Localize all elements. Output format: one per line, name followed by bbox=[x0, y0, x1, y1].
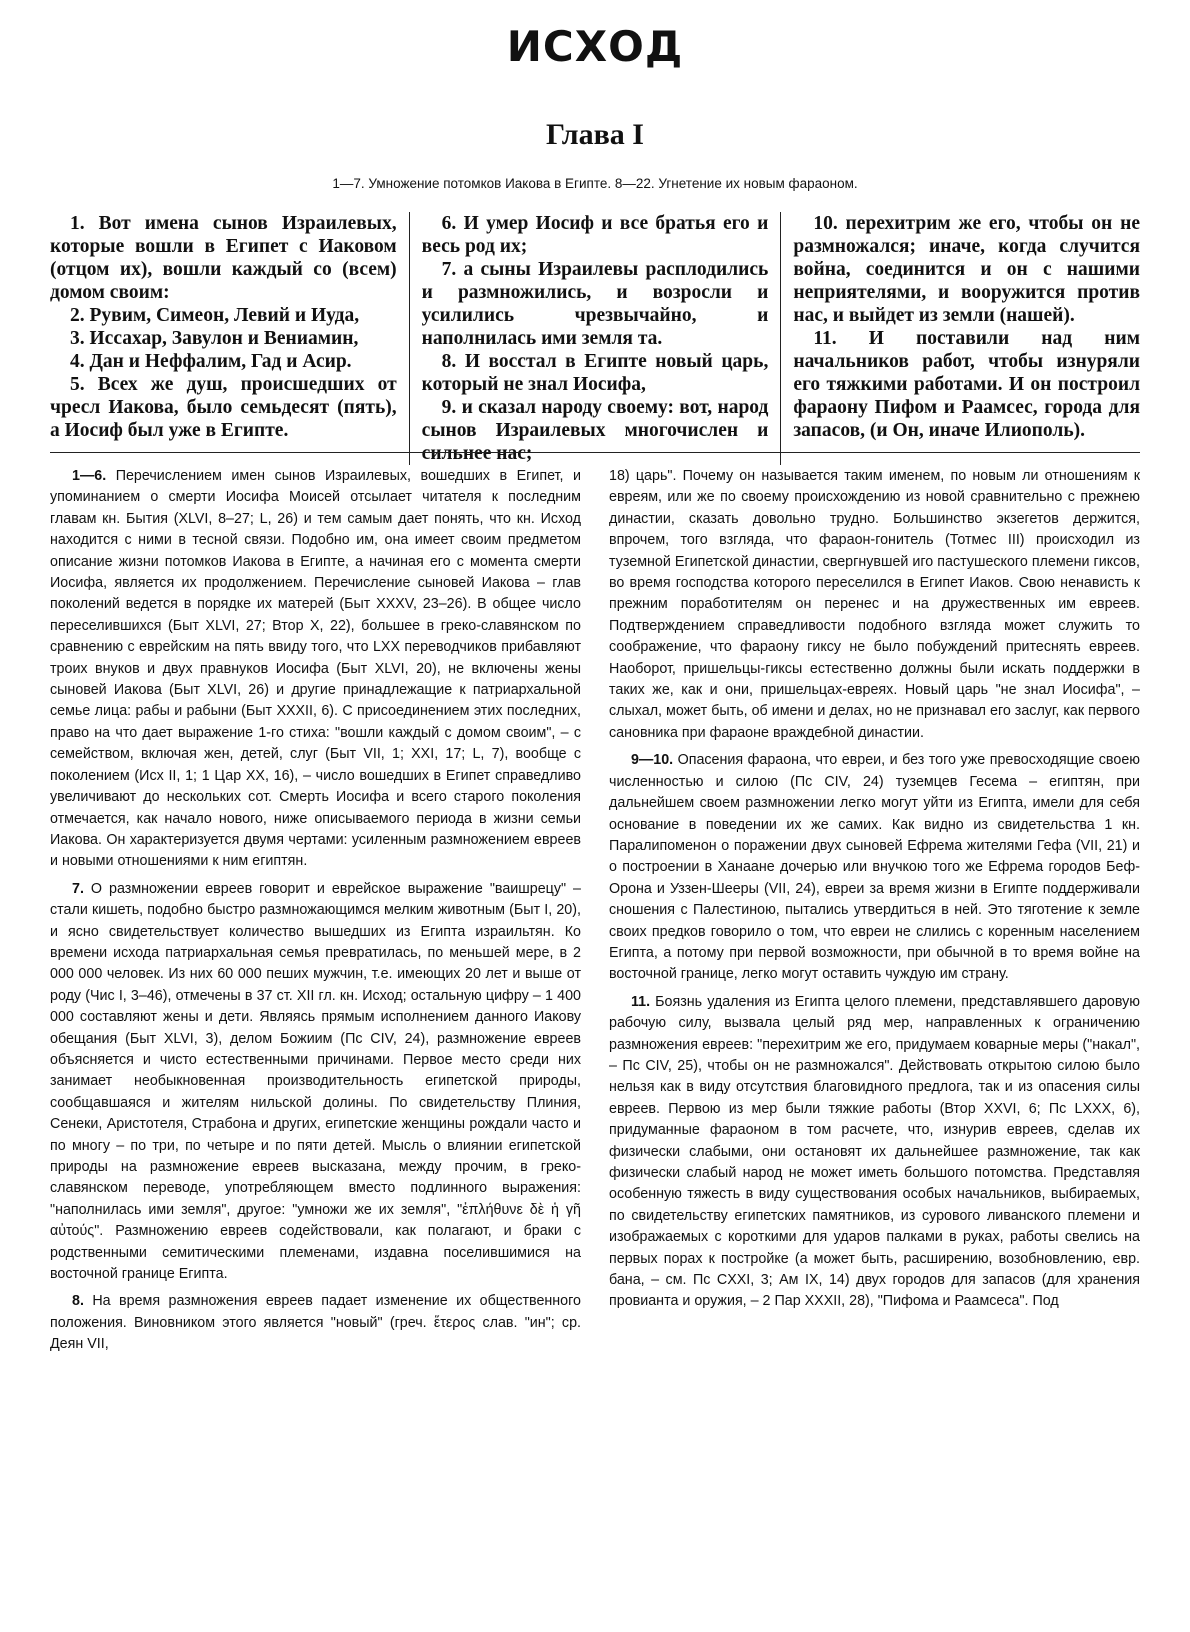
verse-4: 4. Дан и Неффалим, Гад и Асир. bbox=[70, 351, 352, 372]
book-title: ИСХОД bbox=[506, 22, 684, 71]
commentary-paragraph bbox=[609, 750, 1140, 985]
verse-8: 8. И восстал в Египте новый царь, который не знал Иосифа, bbox=[421, 351, 769, 395]
section-divider bbox=[50, 452, 1140, 453]
commentary-ref: 11. bbox=[631, 993, 651, 1010]
commentary-text: Боязнь удаления из Египта целого племени, представлявшего даровую рабочую силу, вызвала целый ряд мер, направленных к ограничению размножения евреев: "перехитрим же его, придумаем коварные меры ("накал", – Пс CIV, 25), чтобы он не размножался". Действовать открытою силою было нельзя как в виду отсутствия благовидного предлога, так и из опасения силы евреев. Первою из мер были тяжкие работы (Втор XXVI, 6; Пс LXXX, 6), придуманные фараоном в том расчете, что, изнурив евреев, сделав их физически слабыми, они остановят их дальнейшее размножение, так как физически слабый народ не может иметь большого потомства. Представляя особенную тяжесть в виду существования особых начальников, выбираемых, по свидетельству египетских памятников, из сурового ливанского племени и изображаемых с короткими для ударов палками в руках, работы свелись на первых порах к постройке (а может быть, расширению, возобновлению, евр. бана, – см. Пс CXXI, 3; Ам IX, 14) двух городов для запасов (для хранения провианта и оружия, – 2 Пар XXXII, 28), "Пифома и Раамсеса". Под bbox=[609, 993, 1140, 1310]
commentary-ref: 7. bbox=[72, 880, 84, 897]
verse-6: 6. И умер Иосиф и все братья его и весь род их; bbox=[421, 213, 769, 257]
verses-section bbox=[50, 212, 1140, 465]
commentary-ref: 8. bbox=[72, 1293, 84, 1310]
commentary-paragraph bbox=[50, 466, 581, 873]
verse-11: 11. И поставили над ним начальников работ, чтобы изнуряли его тяжкими работами. И он построил фараону Пифом и Раамсес, города для запасов, (и Он, иначе Илиополь). bbox=[793, 328, 1141, 441]
chapter-summary: 1—7. Умножение потомков Иакова в Египте. 8—22. Угнетение их новым фараоном. bbox=[332, 176, 858, 191]
chapter-title: Глава I bbox=[546, 118, 644, 151]
verse-7: 7. а сыны Израилевы расплодились и размножились, и возросли и усилились чрезвычайно, и наполнилась ими земля та. bbox=[421, 259, 769, 349]
verses-column-1 bbox=[50, 212, 409, 465]
commentary-section bbox=[50, 466, 1140, 1362]
commentary-column-right bbox=[609, 466, 1140, 1362]
commentary-text: 18) царь". Почему он называется таким именем, по новым ли отношениям к евреям, или же по своему происхождению из новой сравнительно с прежнею династии, сказать довольно трудно. Большинство экзегетов держится, впрочем, того взгляда, что фараон-гонитель (Тотмес III) происходил из туземной Египетской династии, свергнувшей иго пастушеского племени гиксов, во время господства которого переселился в Египет Иаков. Свою ненависть к прежним поработителям он перенес и на дружественных им евреев. Подтверждением справедливости подобного взгляда может служить то соображение, что фараону гиксу не было побуждений притеснять евреев. Наоборот, пришельцы-гиксы естественно должны были искать поддержки в таких же, как и они, пришельцах-евреях. Новый царь "не знал Иосифа", – слыхал, может быть, об имени и делах, но не признавал его заслуг, как первого сановника при фараоне враждебной династии. bbox=[609, 468, 1140, 741]
verse-5: 5. Всех же душ, происшедших от чресл Иакова, было семьдесят (пять), а Иосиф был уже в Египте. bbox=[50, 374, 397, 441]
commentary-ref: 1—6. bbox=[72, 468, 107, 484]
commentary-paragraph bbox=[609, 466, 1140, 744]
verses-column-3 bbox=[780, 212, 1140, 465]
verse-2: 2. Рувим, Симеон, Левий и Иуда, bbox=[70, 305, 360, 326]
commentary-paragraph bbox=[50, 1291, 581, 1355]
commentary-column-left bbox=[50, 466, 581, 1362]
commentary-paragraph bbox=[609, 992, 1140, 1313]
commentary-ref: 9—10. bbox=[631, 752, 674, 769]
verse-3: 3. Иссахар, Завулон и Вениамин, bbox=[70, 328, 359, 349]
verse-9: 9. и сказал народу своему: вот, народ сынов Израилевых многочислен и сильнее нас; bbox=[421, 397, 769, 464]
commentary-text: Перечислением имен сынов Израилевых, вошедших в Египет, и упоминанием о смерти Иосифа Моисей отсылает читателя к последним главам кн. Бытия (XLVI, 8–27; L, 26) и тем самым дает понять, что кн. Исход находится с ними в тесной связи. Подобно им, она имеет своим предметом описание жизни потомков Иакова в Египте, а начиная его с момента смерти Иосифа, является их продолжением. Перечисление сыновей Иакова – глав поколений ведется в порядке их матерей (Быт XXXV, 23–26). В общее число переселившихся (Быт XLVI, 27; Втор X, 22), большее в греко-славянском по сравнению с еврейским на пять ввиду того, что LXX переводчиков прибавляют троих внуков и двух правнуков Иосифа (Быт XLVI, 20), не включены жены сыновей Иакова (Быт XLVI, 26) и другие принадлежащие к патриархальной семье лица: рабы и рабыни (Быт XXXII, 6). С присоединением этих последних, право на что дает выражение 1-го стиха: "вошли каждый с домом своим", – с семейством, включая жен, детей, слуг (Быт VII, 1; XXI, 17; L, 7), вообще с поколением (Исх II, 1; 1 Цар XX, 16), – число вошедших в Египет справедливо увеличивают до нескольких сот. Смерть Иосифа и всего старого поколения отмечается, как начало нового, ниже описываемого периода в жизни семьи Иакова. Он характеризуется двумя чертами: усиленным размножением евреев и новыми отношениями к ним египтян. bbox=[50, 468, 581, 870]
verse-1: 1. Вот имена сынов Израилевых, которые вошли в Египет с Иаковом (отцом их), вошли каждый со (всем) домом своим: bbox=[50, 213, 397, 303]
commentary-text: На время размножения евреев падает изменение их общественного положения. Виновником этого является "новый" (греч. ἕτερος слав. "ин"; ср. Деян VII, bbox=[50, 1293, 581, 1353]
commentary-text: Опасения фараона, что евреи, и без того уже превосходящие своею численностью и силою (Пс CIV, 24) туземцев Гесема – египтян, при дальнейшем своем размножении легко могут уйти из Египта, имели для себя основание в поведении их же самих. Как видно из свидетельства 1 кн. Паралипоменон о поражении двух сыновей Ефрема жителями Гефа (VII, 21) и о построении в Ханаане дочерью или внучкою того же Ефрема городов Беф-Орона и Уззен-Шееры (VII, 24), евреи за время жизни в Египте поддерживали сношения с Палестиною, пытались утвердиться в ней. Это тяготение к земле своих предков говорило о том, что евреи не слились с коренным населением Египта, а потому при первой возможности, при обычной в то время войне на восточной границе, легко могут оставить чуждую им страну. bbox=[609, 752, 1140, 983]
commentary-text: О размножении евреев говорит и еврейское выражение "ваишрецу" – стали кишеть, подобно быстро размножающимся мелким животным (Быт I, 20), и ясно свидетельствует количество вышедших из Египта израильтян. Ко времени исхода патриархальная семья превратилась, по меньшей мере, в 2 000 000 человек. Из них 60 000 пеших мужчин, т.е. имеющих 20 лет и выше от роду (Чис I, 3–46), отмечены в 37 ст. XII гл. кн. Исход; остальную цифру – 1 400 000 составляют жены и дети. Являясь прямым исполнением данного Иакову обещания (Быт XLVI, 3), делом Божиим (Пс CIV, 24), размножение евреев объясняется и чисто естественными причинами. Первое место среди них занимает необыкновенная производительность египетской природы, сообщавшаяся и жителям нильской долины. По свидетельству Плиния, Сенеки, Аристотеля, Страбона и других, египетские женщины рождали часто и по многу – по три, по четыре и по пяти детей. Мысль о влиянии египетской природы на размножение евреев высказана, между прочим, в греко-славянском переводе, употребляющем вместо подлинного выражения: "наполнилась ими земля", другое: "умножи же их земля", "ἐπλήθυνε δὲ ἡ γῆ αὐτούς". Размножению евреев содействовали, как полагают, и браки с родственными семитическими племенами, издавна поселившимися на восточной границе Египта. bbox=[50, 880, 581, 1283]
verses-column-2 bbox=[409, 212, 781, 465]
commentary-paragraph bbox=[50, 879, 581, 1286]
verse-10: 10. перехитрим же его, чтобы он не размножался; иначе, когда случится война, соединится и он с нашими неприятелями, и вооружится против нас, и выйдет из земли (нашей). bbox=[793, 213, 1141, 326]
